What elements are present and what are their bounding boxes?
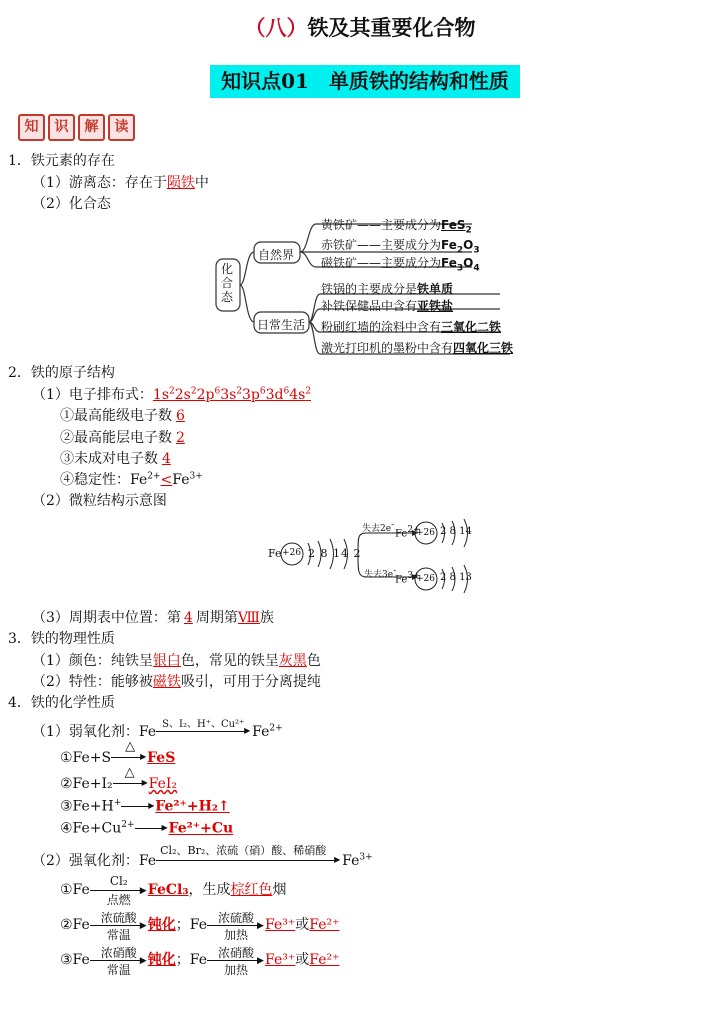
daily-item-paint: 粉刷红墙的涂料中含有三氧化二铁 [321, 320, 502, 334]
fe3-shells: 2 8 13 [440, 572, 472, 583]
orbital: 1s [152, 387, 170, 403]
s2-item4: ④稳定性：$Fe^{2+}<Fe^{3+}$ [60, 471, 203, 488]
fe2-label: Fe2+ [395, 525, 421, 540]
diagram-daily-label: 日常生活 [257, 318, 306, 332]
reaction-fe-cu: $④Fe+Cu^{2+}$ ▶ Fe²⁺+Cu [60, 820, 234, 837]
orbital: 4s [289, 387, 306, 403]
s3-property: （2）特性：能够被磁铁吸引，可用于分离提纯 [32, 674, 321, 690]
atom-fe-label: Fe [268, 547, 282, 560]
title-paren: （八） [244, 16, 308, 40]
badge-char: 解 [78, 114, 105, 141]
page-title [0, 12, 720, 42]
electron-config: （1）电子排布式：$1s^22s^22p^63s^23p^63d^64s^2$ [32, 386, 312, 403]
daily-item-wok: 铁锅的主要成分是铁单质 [321, 282, 454, 296]
orbital-count: 2 [190, 386, 197, 397]
title-text: 铁及其重要化合物 [307, 16, 476, 40]
reaction-fe-hno3: ③Fe 浓硝酸 ▶ 常温 钝化；Fe 浓硝酸 ▶ 加热 Fe³⁺或Fe²⁺ [60, 946, 340, 977]
fe3-label: Fe3+ [395, 571, 421, 586]
nature-item-hematite: 赤铁矿——主要成分为$Fe_2O_3$ [321, 238, 480, 256]
badge-char: 识 [48, 114, 75, 141]
fe3-charge: +26 [416, 574, 435, 584]
fe2-charge: +26 [416, 528, 435, 538]
daily-item-supplement: 补铁保健品中含有亚铁盐 [321, 299, 454, 313]
s3-color: （1）颜色：纯铁呈银白色，常见的铁呈灰黑色 [32, 653, 321, 669]
knowledge-point-heading: 知识点01 单质铁的结构和性质 [210, 65, 520, 98]
lose-2e-label: 失去2e- [362, 520, 395, 534]
reaction-fe-h: ③Fe+H+ ▶ Fe²⁺+H₂↑ [60, 798, 230, 815]
s3-heading: 3．铁的物理性质 [8, 631, 115, 647]
orbital-count: 2 [169, 386, 175, 397]
s2-item1: ①最高能级电子数 6 [60, 408, 185, 424]
atom-shells: 2 8 14 2 [308, 547, 362, 560]
reaction-fe-i2: ②Fe+I₂ △ ▶ FeI₂ [60, 765, 178, 792]
s4-heading: 4．铁的化学性质 [8, 695, 115, 711]
section-badge [18, 114, 135, 141]
connector [240, 285, 254, 322]
s1-heading: 1．铁元素的存在 [8, 153, 115, 169]
s2-structure-label: （2）微粒结构示意图 [32, 493, 167, 509]
reaction-fe-cl2: ①Fe Cl₂ ▶ 点燃 FeCl₃，生成棕红色烟 [60, 874, 287, 907]
orbital-count: 6 [214, 386, 221, 397]
orbital: 3d [265, 387, 284, 403]
reaction-fe-s: ①Fe+S △ ▶ FeS [60, 739, 176, 766]
s4-strong-oxidizer: （2）强氧化剂：Fe Cl₂、Br₂、浓硫（硝）酸、稀硝酸 ▶ $Fe^{3+}$ [32, 844, 373, 869]
nature-item-pyrite: 黄铁矿——主要成分为FeS$_2$ [321, 218, 472, 236]
orbital-count: 6 [283, 386, 290, 397]
s2-heading: 2．铁的原子结构 [8, 365, 115, 381]
badge-char: 读 [108, 114, 135, 141]
atom-nucleus-charge: +26 [282, 548, 301, 558]
reaction-fe-h2so4: ②Fe 浓硫酸 ▶ 常温 钝化；Fe 浓硫酸 ▶ 加热 Fe³⁺或Fe²⁺ [60, 911, 340, 942]
orbital: 2s [174, 387, 191, 403]
diagram-root-label: 化合态 [221, 262, 234, 304]
s2-item2: ②最高能层电子数 2 [60, 430, 185, 446]
badge-char: 知 [18, 114, 45, 141]
orbital-count: 2 [236, 386, 243, 397]
lose-3e-label: 失去3e- [364, 566, 397, 580]
connector [240, 252, 254, 285]
orbital-count: 6 [259, 386, 266, 397]
fe2-shells: 2 8 14 [440, 526, 472, 537]
s4-weak-oxidizer: （1）弱氧化剂：Fe S、I₂、H⁺、Cu²⁺ ▶ $Fe^{2+}$ [32, 719, 283, 740]
orbital-count: 2 [305, 386, 312, 397]
daily-item-toner: 激光打印机的墨粉中含有四氧化三铁 [321, 341, 514, 355]
orbital: 3p [242, 387, 260, 403]
electron-config-answer [153, 387, 311, 403]
nature-item-magnetite: 磁铁矿——主要成分为$Fe_3O_4$ [321, 256, 480, 274]
orbital: 2p [196, 387, 215, 403]
diagram-nature-label: 自然界 [258, 248, 295, 262]
s2-item3: ③未成对电子数 4 [60, 451, 171, 467]
s1-compound-state: （2）化合态 [32, 196, 111, 212]
s2-period-position: （3）周期表中位置：第 4 周期第Ⅷ族 [32, 610, 274, 626]
s1-free-state: （1）游离态：存在于陨铁中 [32, 175, 209, 191]
orbital: 3s [220, 387, 237, 403]
